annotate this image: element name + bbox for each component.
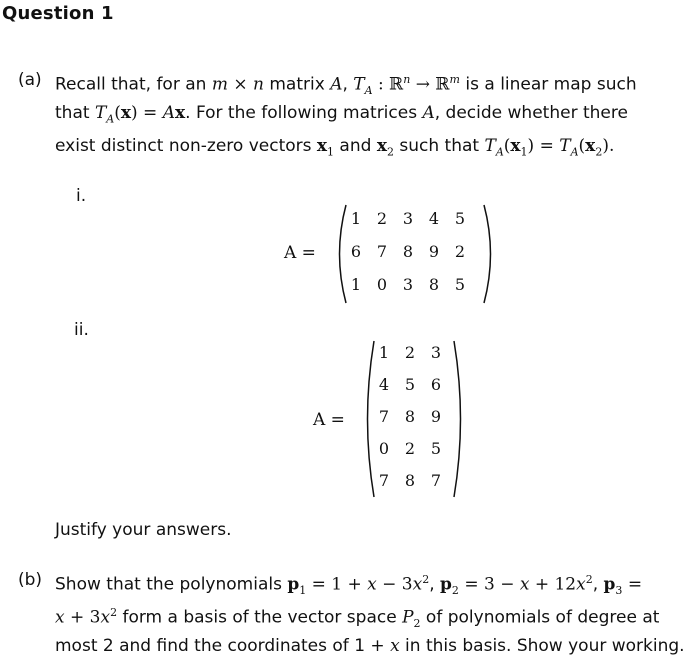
matrix-cell: 5	[454, 275, 466, 294]
matrix-cell: 5	[454, 209, 466, 228]
item-i-label: i.	[76, 186, 87, 206]
part-a-line-1: Recall that, for an m × n matrix A, $T_A$ : ℝ$^n$ → ℝ$^m$ is a linear map such	[55, 73, 637, 98]
matrix-ii-grid	[372, 339, 456, 499]
matrix-i	[330, 203, 500, 305]
matrix-cell: 7	[376, 242, 388, 261]
question-title: Question 1	[2, 3, 114, 24]
matrix-cell: 2	[454, 242, 466, 261]
matrix-cell: 2	[404, 439, 416, 458]
part-a-line-2: that $T_A(x) = Ax$. For the following matrices A, decide whether there	[55, 103, 628, 126]
item-ii-label: ii.	[74, 320, 89, 340]
part-b-line-3: most 2 and find the coordinates of 1 + x in this basis. Show your working.	[55, 636, 685, 656]
matrix-ii-lhs: A =	[313, 410, 345, 430]
matrix-cell: 8	[402, 242, 414, 261]
matrix-cell: 7	[430, 471, 442, 490]
matrix-cell: 5	[404, 375, 416, 394]
matrix-cell: 6	[430, 375, 442, 394]
part-b-label: (b)	[18, 570, 43, 590]
matrix-i-lhs: A =	[284, 243, 316, 263]
matrix-cell: 1	[350, 275, 362, 294]
matrix-cell: 8	[428, 275, 440, 294]
matrix-cell: 0	[376, 275, 388, 294]
matrix-cell: 3	[402, 275, 414, 294]
matrix-cell: 0	[378, 439, 390, 458]
part-b-line-1: Show that the polynomials $p_1 = 1 + x - 3x^2$, $p_2 = 3 - x + 12x^2$, $p_3$ =	[55, 573, 643, 598]
justify-text: Justify your answers.	[55, 520, 232, 540]
matrix-cell: 2	[404, 343, 416, 362]
matrix-ii	[358, 339, 468, 499]
matrix-cell: 3	[402, 209, 414, 228]
matrix-cell: 7	[378, 407, 390, 426]
matrix-cell: 3	[430, 343, 442, 362]
matrix-cell: 9	[430, 407, 442, 426]
matrix-cell: 4	[378, 375, 390, 394]
matrix-cell: 1	[378, 343, 390, 362]
part-a-label: (a)	[18, 70, 42, 90]
matrix-cell: 8	[404, 471, 416, 490]
matrix-i-grid	[344, 203, 484, 305]
matrix-cell: 8	[404, 407, 416, 426]
matrix-cell: 9	[428, 242, 440, 261]
matrix-cell: 6	[350, 242, 362, 261]
matrix-cell: 2	[376, 209, 388, 228]
part-a-line-3: exist distinct non-zero vectors $x_1$ and $x_2$ such that $T_A(x_1) = T_A(x_2)$.	[55, 136, 615, 159]
matrix-cell: 5	[430, 439, 442, 458]
matrix-cell: 7	[378, 471, 390, 490]
matrix-cell: 4	[428, 209, 440, 228]
part-b-line-2: $x + 3x^2$ form a basis of the vector space $P_2$ of polynomials of degree at	[55, 606, 660, 631]
matrix-cell: 1	[350, 209, 362, 228]
